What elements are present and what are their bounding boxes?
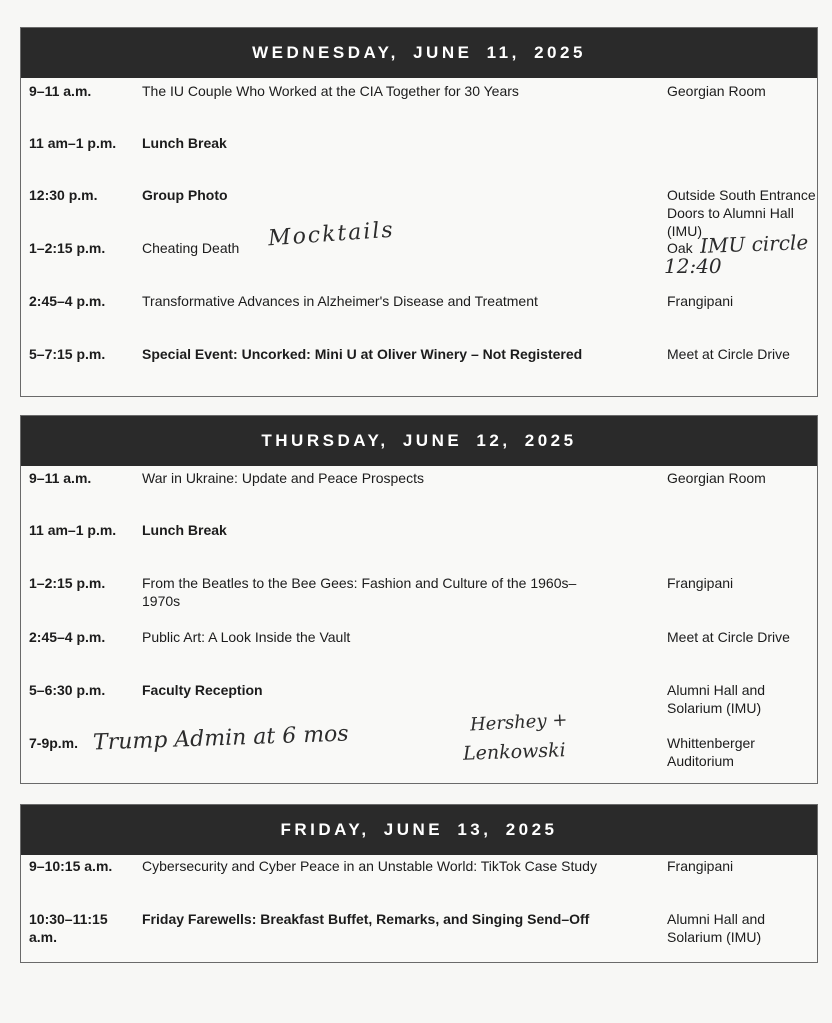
session-location: Frangipani: [667, 858, 734, 874]
day-header: WEDNESDAY, JUNE 11, 2025: [21, 28, 817, 78]
session-location: Alumni Hall and Solarium (IMU): [667, 682, 766, 716]
session-title: Cybersecurity and Cyber Peace in an Unstable World: TikTok Case Study: [142, 858, 597, 874]
session-time: 2:45–4 p.m.: [29, 629, 106, 645]
session-time: 9–11 a.m.: [29, 83, 92, 99]
session-time: 1–2:15 p.m.: [29, 240, 106, 256]
session-time: 1–2:15 p.m.: [29, 575, 106, 591]
session-title: Transformative Advances in Alzheimer's Disease and Treatment: [142, 293, 538, 309]
day-friday: [20, 804, 818, 963]
session-location: Oak: [667, 240, 693, 256]
session-location: Whittenberger Auditorium: [667, 735, 755, 769]
session-time: 5–6:30 p.m.: [29, 682, 106, 698]
session-time: 11 am–1 p.m.: [29, 522, 117, 538]
handwritten-imu-circle: IMU circle: [699, 230, 809, 258]
session-title: Special Event: Uncorked: Mini U at Oliver Winery – Not Registered: [142, 346, 583, 362]
session-location: Frangipani: [667, 293, 734, 309]
session-title: Cheating Death: [142, 240, 240, 256]
session-time: 12:30 p.m.: [29, 187, 98, 203]
session-time: 11 am–1 p.m.: [29, 135, 117, 151]
session-time: 10:30–11:15 a.m.: [29, 911, 108, 945]
handwritten-lenkowski: Lenkowski: [462, 739, 567, 765]
session-location: Georgian Room: [667, 470, 766, 486]
session-time: 9–11 a.m.: [29, 470, 92, 486]
session-location: Frangipani: [667, 575, 734, 591]
session-location: Alumni Hall and Solarium (IMU): [667, 911, 766, 945]
session-title: Lunch Break: [142, 135, 227, 151]
session-location: Outside South Entrance Doors to Alumni Hall (IMU): [667, 187, 816, 239]
session-location: Meet at Circle Drive: [667, 346, 790, 362]
session-location: Georgian Room: [667, 83, 766, 99]
handwritten-trump-admin: Trump Admin at 6 mos: [92, 721, 350, 756]
handwritten-mocktails: Mocktails: [267, 217, 396, 252]
session-title: Faculty Reception: [142, 682, 263, 698]
session-title: War in Ukraine: Update and Peace Prospects: [142, 470, 424, 486]
handwritten-hershey: Hershey +: [469, 709, 568, 736]
session-title: Lunch Break: [142, 522, 227, 538]
session-time: 9–10:15 a.m.: [29, 858, 113, 874]
session-title: Friday Farewells: Breakfast Buffet, Remarks, and Singing Send–Off: [142, 911, 590, 927]
session-location: Meet at Circle Drive: [667, 629, 790, 645]
day-header: THURSDAY, JUNE 12, 2025: [21, 416, 817, 466]
session-title: Group Photo: [142, 187, 228, 203]
session-title: The IU Couple Who Worked at the CIA Together for 30 Years: [142, 83, 519, 99]
day-thursday: [20, 415, 818, 784]
handwritten-time: 12:40: [664, 254, 722, 278]
session-time: 2:45–4 p.m.: [29, 293, 106, 309]
session-title: From the Beatles to the Bee Gees: Fashion and Culture of the 1960s–1970s: [142, 575, 577, 609]
day-wednesday: [20, 27, 818, 397]
session-time: 5–7:15 p.m.: [29, 346, 106, 362]
day-header: FRIDAY, JUNE 13, 2025: [21, 805, 817, 855]
session-time: 7-9p.m.: [29, 735, 79, 751]
session-title: Public Art: A Look Inside the Vault: [142, 629, 351, 645]
